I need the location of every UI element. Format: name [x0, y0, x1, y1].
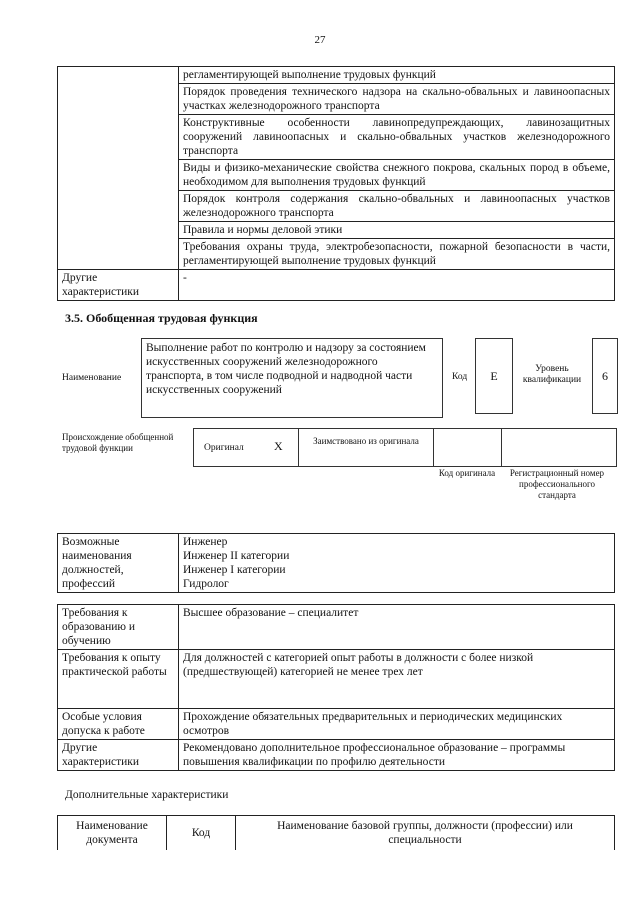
positions-values	[179, 534, 615, 593]
name-label: Наименование	[62, 373, 122, 383]
page-number: 27	[314, 34, 326, 46]
knowledge-item: Порядок контроля содержания скально-обвальных и лавиноопасных участков железнодорожного транспорта	[179, 191, 615, 222]
table-row	[58, 816, 615, 851]
other-characteristics-value: -	[179, 270, 615, 301]
requirement-label: Требования к опыту практической работы	[58, 650, 179, 709]
table-row	[58, 740, 615, 771]
table-row	[58, 605, 615, 650]
requirement-value: Рекомендовано дополнительное профессиональное образование – программы повышения квалификации по профилю деятельности	[179, 740, 615, 771]
position-item: Инженер	[183, 536, 228, 548]
positions-label: Возможные наименования должностей, профессий	[58, 534, 179, 593]
original-mark: X	[274, 439, 283, 453]
knowledge-item: Требования охраны труда, электробезопасности, пожарной безопасности в части, регламентирующей выполнение трудовых функций	[179, 239, 615, 270]
original-code-label: Код оригинала	[438, 468, 496, 478]
knowledge-item: Порядок проведения технического надзора на скально-обвальных и лавиноопасных участках железнодорожного транспорта	[179, 84, 615, 115]
code-value-box: E	[475, 338, 513, 414]
function-name-box: Выполнение работ по контролю и надзору за состоянием искусственных сооружений железнодорожного транспорта, в том числе подводной и надводной части искусственных сооружений	[141, 338, 443, 418]
knowledge-item: Правила и нормы деловой этики	[179, 222, 615, 239]
positions-table	[57, 533, 615, 593]
empty-label-cell	[58, 67, 179, 270]
col-document-name: Наименование документа	[58, 816, 167, 851]
table-row	[58, 67, 615, 84]
knowledge-table	[57, 66, 615, 301]
position-item: Инженер I категории	[183, 564, 286, 576]
level-value-box: 6	[592, 338, 618, 414]
requirement-value: Высшее образование – специалитет	[179, 605, 615, 650]
reg-number-label: Регистрационный номер профессионального стандарта	[509, 468, 605, 500]
position-item: Гидролог	[183, 578, 229, 590]
position-item: Инженер II категории	[183, 550, 290, 562]
code-label: Код	[452, 372, 468, 382]
borrowed-label: Заимствовано из оригинала	[313, 436, 419, 446]
requirement-value: Для должностей с категорией опыт работы в должности с более низкой (предшествующей) категорией не менее трех лет	[179, 650, 615, 709]
additional-title: Дополнительные характеристики	[65, 789, 229, 801]
origin-label: Происхождение обобщенной трудовой функции	[62, 432, 174, 453]
table-row	[58, 534, 615, 593]
knowledge-item: регламентирующей выполнение трудовых функций	[179, 67, 615, 84]
requirement-value: Прохождение обязательных предварительных и периодических медицинских осмотров	[179, 709, 615, 740]
other-characteristics-label: Другие характеристики	[58, 270, 179, 301]
knowledge-item: Виды и физико-механические свойства снежного покрова, скальных пород в объеме, необходимом для выполнения трудовых функций	[179, 160, 615, 191]
knowledge-item: Конструктивные особенности лавинопредупреждающих, лавинозащитных сооружений лавиноопасных и скально-обвальных участков железнодорожного транспорта	[179, 115, 615, 160]
origin-box	[193, 428, 617, 467]
table-row	[58, 270, 615, 301]
section-title: 3.5. Обобщенная трудовая функция	[65, 311, 258, 325]
requirements-table	[57, 604, 615, 771]
col-group-name: Наименование базовой группы, должности (профессии) или специальности	[236, 816, 615, 851]
additional-table	[57, 815, 615, 850]
table-row	[58, 709, 615, 740]
original-label: Оригинал	[204, 443, 244, 453]
table-row	[58, 650, 615, 709]
level-label: Уровень квалификации	[522, 364, 582, 385]
col-code: Код	[167, 816, 236, 851]
requirement-label: Особые условия допуска к работе	[58, 709, 179, 740]
requirement-label: Требования к образованию и обучению	[58, 605, 179, 650]
requirement-label: Другие характеристики	[58, 740, 179, 771]
